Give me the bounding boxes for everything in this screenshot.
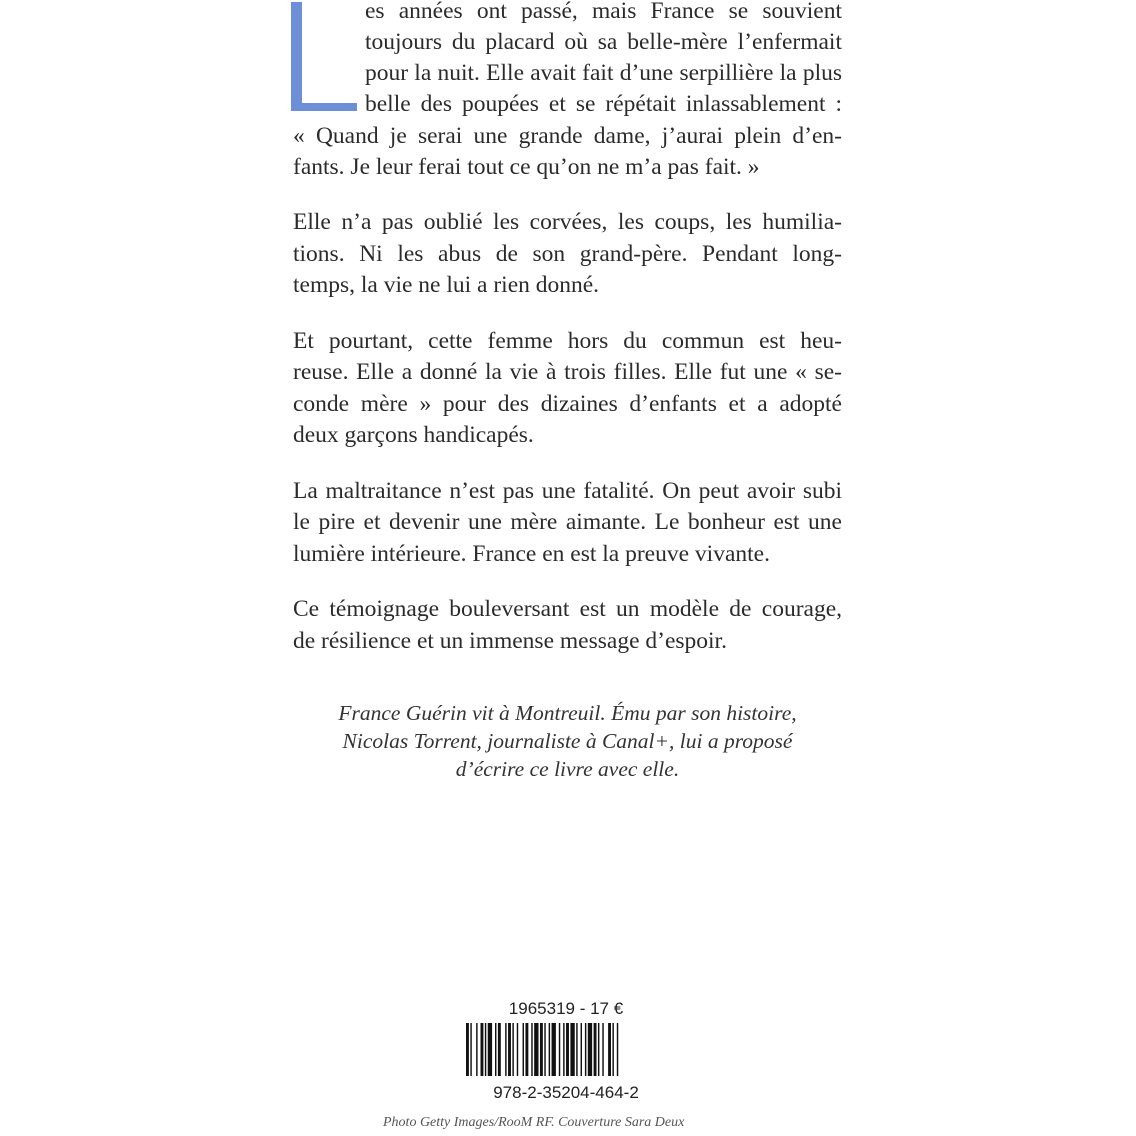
paragraph-2-line-3: temps, la vie ne lui a rien donné. — [293, 272, 600, 298]
barcode-bar — [588, 1023, 592, 1076]
barcode-bar — [540, 1023, 543, 1076]
barcode-bar — [566, 1023, 569, 1076]
paragraph-1-line-6: fants. Je leur ferai tout ce qu’on ne m’a pas fait. » — [293, 154, 760, 180]
drop-cap-horizontal-stroke — [291, 103, 357, 111]
photo-credit: Photo Getty Images/RooM RF. Couverture Sara Deux — [383, 1115, 685, 1130]
paragraph-3-line-1: Et pourtant, cette femme hors du commun est heu- — [293, 328, 842, 354]
drop-cap-letter-l — [291, 2, 357, 111]
barcode-bar — [617, 1023, 618, 1076]
paragraph-5-line-1: Ce témoignage bouleversant est un modèle de courage, — [293, 596, 842, 622]
paragraph-4-line-2: le pire et devenir une mère aimante. Le bonheur est une — [293, 509, 842, 535]
barcode-bar — [517, 1023, 518, 1076]
barcode-bar — [498, 1023, 501, 1076]
paragraph-1-line-4: belle des poupées et se répétait inlassablement : — [365, 91, 842, 117]
barcode-bar — [476, 1023, 477, 1076]
barcode-bar — [594, 1023, 597, 1076]
author-note-line-1: France Guérin vit à Montreuil. Ému par son histoire, — [338, 701, 797, 725]
isbn-barcode — [466, 1023, 664, 1076]
barcode-bar — [608, 1023, 611, 1076]
barcode-bar — [602, 1023, 603, 1076]
paragraph-1-line-3: pour la nuit. Elle avait fait d’une serpillière la plus — [365, 60, 842, 86]
barcode-bar — [552, 1023, 556, 1076]
barcode-bar — [612, 1023, 613, 1076]
barcode-bar — [570, 1023, 574, 1076]
barcode-bar — [534, 1023, 538, 1076]
paragraph-1-line-5: « Quand je serai une grande dame, j’aurai plein d’en- — [293, 123, 842, 149]
reference-and-price: 1965319 - 17 € — [508, 999, 624, 1018]
barcode-bar — [523, 1023, 524, 1076]
paragraph-1-line-2: toujours du placard où sa belle-mère l’enfermait — [365, 29, 842, 55]
author-note-line-3: d’écrire ce livre avec elle. — [455, 757, 680, 781]
barcode-bar — [485, 1023, 486, 1076]
barcode-bar — [531, 1023, 532, 1076]
drop-cap-vertical-stroke — [291, 2, 302, 111]
barcode-bar — [525, 1023, 528, 1076]
barcode-bar — [508, 1023, 511, 1076]
barcode-bar — [505, 1023, 506, 1076]
paragraph-4-line-1: La maltraitance n’est pas une fatalité. On peut avoir subi — [293, 478, 842, 504]
paragraph-2-line-1: Elle n’a pas oublié les corvées, les coups, les humilia- — [293, 209, 842, 235]
barcode-bar — [549, 1023, 550, 1076]
paragraph-3-line-3: conde mère » pour des dizaines d’enfants et a adopté — [293, 391, 842, 417]
isbn-number: 978-2-35204-464-2 — [493, 1083, 639, 1102]
author-note-line-2: Nicolas Torrent, journaliste à Canal+, lui a proposé — [342, 729, 793, 753]
barcode-bar — [598, 1023, 599, 1076]
paragraph-4-line-3: lumière intérieure. France en est la preuve vivante. — [293, 541, 770, 567]
barcode-bar — [559, 1023, 560, 1076]
barcode-bar — [481, 1023, 484, 1076]
paragraph-5-line-2: de résilience et un immense message d’espoir. — [293, 628, 727, 654]
paragraph-2-line-2: tions. Ni les abus de son grand-père. Pendant long- — [293, 241, 842, 267]
barcode-bar — [470, 1023, 471, 1076]
barcode-bar — [576, 1023, 577, 1076]
barcode-bar — [581, 1023, 582, 1076]
barcode-bar — [544, 1023, 545, 1076]
barcode-bar — [512, 1023, 513, 1076]
paragraph-3-line-2: reuse. Elle a donné la vie à trois filles. Elle fut une « se- — [293, 359, 842, 385]
paragraph-1-line-1: es années ont passé, mais France se souvient — [365, 0, 842, 24]
barcode-bar — [563, 1023, 564, 1076]
paragraph-3-line-4: deux garçons handicapés. — [293, 422, 534, 448]
barcode-bar — [488, 1023, 492, 1076]
barcode-bar — [466, 1023, 469, 1076]
barcode-bar — [585, 1023, 586, 1076]
barcode-bar — [495, 1023, 496, 1076]
